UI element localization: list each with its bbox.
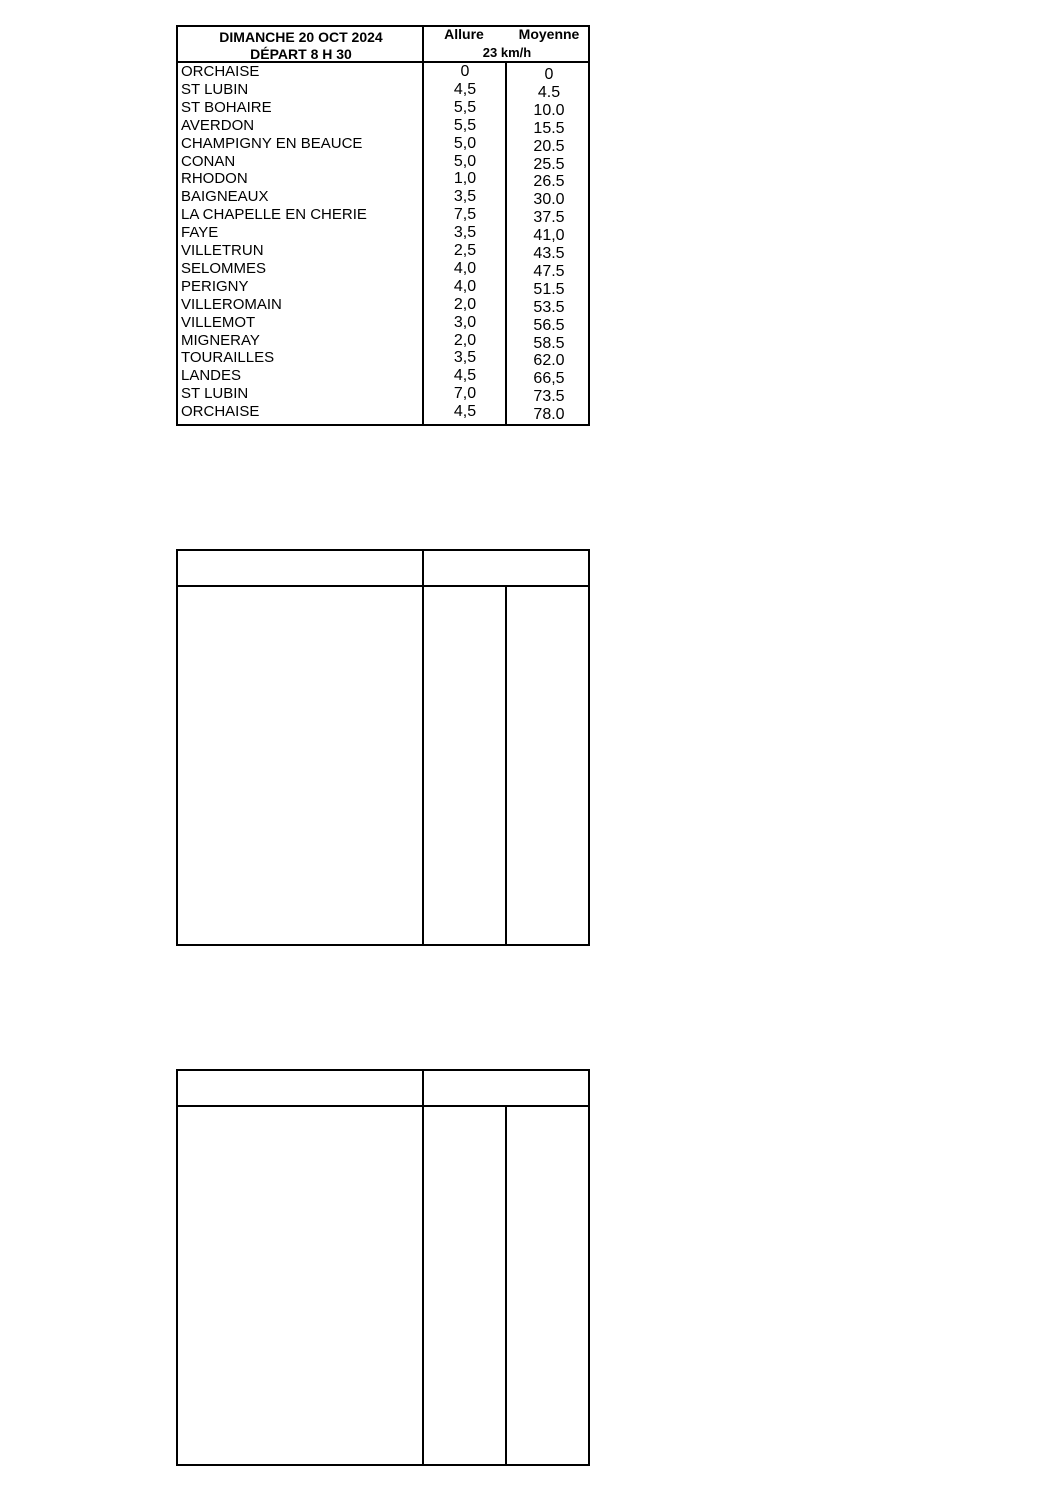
moyenne-value: 58.5 (533, 334, 565, 352)
town-name: ST BOHAIRE (181, 98, 272, 116)
route-row (178, 206, 588, 227)
moyenne-value: 10.0 (533, 101, 565, 119)
moyenne-value: 66,5 (533, 370, 565, 388)
allure-value: 0 (460, 63, 470, 80)
blank-table (176, 549, 590, 946)
moyenne-value: 51.5 (533, 280, 565, 298)
town-name: VILLETRUN (181, 242, 264, 259)
allure-value: 1,0 (453, 170, 477, 188)
moyenne-heading: Moyenne (518, 26, 580, 42)
blank-table (176, 1069, 590, 1466)
route-row (178, 242, 588, 260)
allure-value: 4,0 (453, 277, 477, 295)
moyenne-value: 56.5 (533, 316, 565, 334)
allure-value: 7,5 (453, 206, 477, 224)
town-name: VILLEMOT (181, 313, 256, 331)
moyenne-value: 47.5 (533, 262, 565, 280)
allure-value: 2,0 (453, 331, 477, 349)
column-divider (422, 551, 424, 944)
allure-value: 5,5 (453, 98, 477, 116)
column-divider (505, 587, 507, 944)
allure-value: 3,5 (453, 349, 477, 367)
route-row (178, 260, 588, 278)
route-row (178, 385, 588, 406)
route-row (178, 153, 588, 171)
route-row (178, 278, 588, 296)
allure-value: 7,0 (453, 385, 477, 403)
moyenne-value: 43.5 (533, 245, 565, 262)
town-name: LANDES (181, 367, 242, 385)
town-name: PERIGNY (181, 277, 249, 295)
route-table (176, 25, 590, 426)
moyenne-value: 4.5 (537, 83, 561, 101)
route-row (178, 332, 588, 350)
moyenne-value: 37.5 (533, 209, 565, 227)
route-row (178, 349, 588, 370)
route-row (178, 188, 588, 209)
moyenne-value: 30.0 (533, 191, 565, 209)
allure-value: 4,5 (453, 367, 477, 385)
town-name: BAIGNEAUX (181, 188, 269, 206)
route-row (178, 367, 588, 388)
allure-value: 4,0 (453, 259, 477, 277)
allure-value: 5,0 (453, 152, 477, 170)
route-row (178, 63, 588, 81)
moyenne-value: 78.0 (533, 406, 565, 424)
moyenne-value: 0 (544, 66, 554, 83)
allure-value: 3,5 (453, 188, 477, 206)
route-row (178, 170, 588, 191)
town-name: VILLEROMAIN (181, 295, 282, 313)
average-speed: 23 km/h (482, 45, 532, 60)
route-row (178, 403, 588, 424)
town-name: AVERDON (181, 116, 255, 134)
town-name: CHAMPIGNY EN BEAUCE (181, 134, 363, 152)
moyenne-value: 73.5 (533, 388, 565, 406)
allure-value: 5,5 (453, 116, 477, 134)
allure-heading: Allure (444, 26, 484, 42)
town-name: CONAN (181, 152, 236, 170)
route-row (178, 81, 588, 99)
allure-value: 3,5 (453, 224, 477, 242)
route-row (178, 224, 588, 245)
moyenne-value: 62.0 (533, 352, 565, 370)
town-name: ST LUBIN (181, 385, 249, 403)
route-row (178, 117, 588, 135)
moyenne-value: 26.5 (533, 173, 565, 191)
town-name: ST LUBIN (181, 80, 249, 98)
header-divider (178, 585, 588, 587)
allure-value: 5,0 (453, 134, 477, 152)
allure-value: 4,5 (453, 80, 477, 98)
allure-value: 2,0 (453, 295, 477, 313)
town-name: ORCHAISE (181, 63, 260, 80)
moyenne-value: 15.5 (533, 119, 565, 137)
moyenne-value: 20.5 (533, 137, 565, 155)
departure-heading: DÉPART 8 H 30 (250, 46, 352, 62)
route-row (178, 314, 588, 332)
route-row (178, 99, 588, 117)
town-name: FAYE (181, 224, 219, 242)
header-divider (178, 1105, 588, 1107)
town-name: RHODON (181, 170, 248, 188)
moyenne-value: 53.5 (533, 298, 565, 316)
column-divider (422, 1071, 424, 1464)
town-name: LA CHAPELLE EN CHERIE (181, 206, 367, 224)
route-row (178, 135, 588, 153)
town-name: SELOMMES (181, 259, 267, 277)
date-heading: DIMANCHE 20 OCT 2024 (219, 29, 383, 45)
moyenne-value: 25.5 (533, 155, 565, 173)
town-name: ORCHAISE (181, 403, 260, 421)
allure-value: 3,0 (453, 313, 477, 331)
allure-value: 4,5 (453, 403, 477, 421)
column-divider (505, 1107, 507, 1464)
route-row (178, 296, 588, 314)
town-name: MIGNERAY (181, 331, 260, 349)
town-name: TOURAILLES (181, 349, 275, 367)
allure-value: 2,5 (453, 242, 477, 259)
moyenne-value: 41,0 (533, 227, 565, 245)
